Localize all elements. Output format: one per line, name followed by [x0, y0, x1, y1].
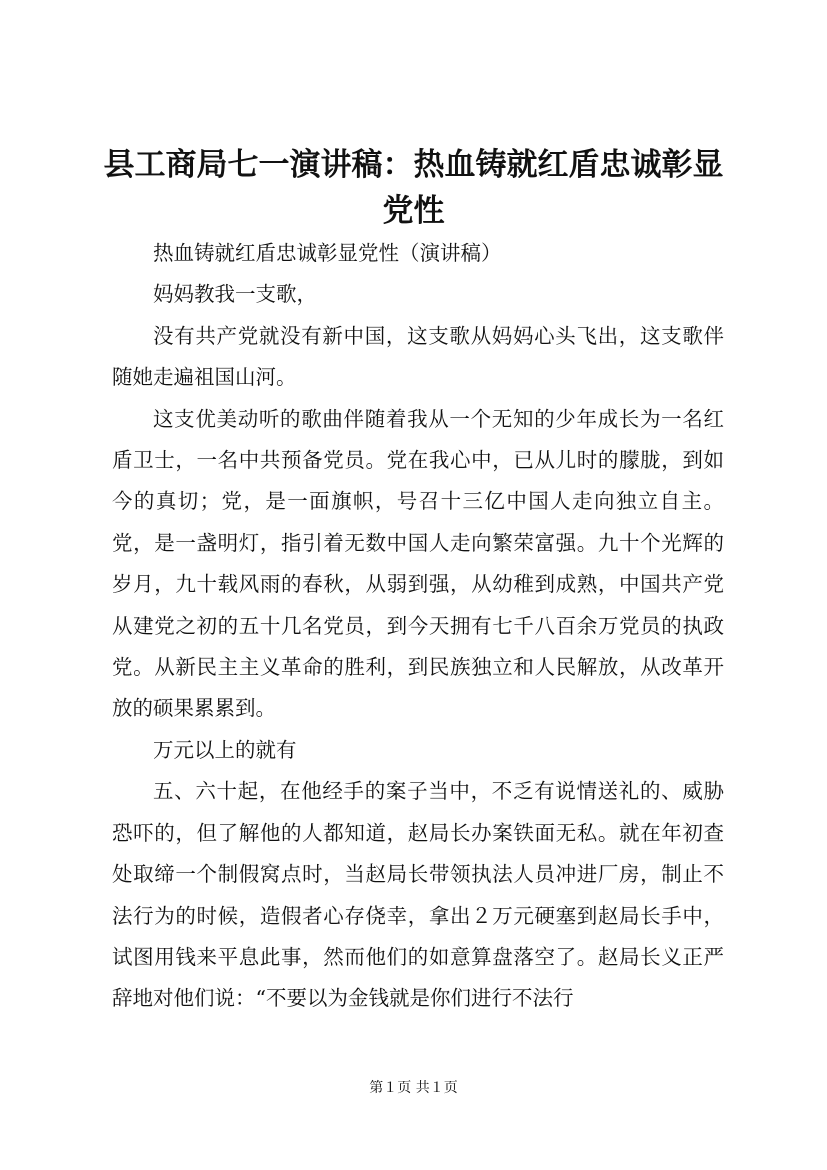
- document-body: [112, 233, 724, 1020]
- paragraph: 热血铸就红盾忠诚彰显党性（演讲稿）: [153, 241, 502, 265]
- paragraph: 妈妈教我一支歌，: [153, 282, 317, 307]
- page-footer: 第１页 共１页: [369, 1080, 458, 1096]
- paragraph: 没有共产党就没有新中国，这支歌从妈妈心头飞出，这支歌伴随她走遍祖国山河。: [112, 323, 724, 390]
- paragraph: 万元以上的就有: [153, 737, 297, 762]
- title-line-2: 党性: [382, 193, 445, 229]
- document-title: [90, 142, 737, 234]
- paragraph: 五、六十起，在他经手的案子当中，不乏有说情送礼的、威胁恐吓的，但了解他的人都知道，赵局长办案铁面无私。就在年初查处取缔一个制假窝点时，当赵局长带领执法人员冲进厂房，制止不法行为的时候，造假者心存侥幸，拿出２万元硬塞到赵局长手中，试图用钱来平息此事，然而他们的如意算盘落空了。赵局长义正严辞地对他们说：“不要以为金钱就是你们进行不法行: [112, 779, 724, 1011]
- paragraph: 这支优美动听的歌曲伴随着我从一个无知的少年成长为一名红盾卫士，一名中共预备党员。党在我心中，已从儿时的朦胧，到如今的真切；党，是一面旗帜，号召十三亿中国人走向独立自主。党，是一盏明灯，指引着无数中国人走向繁荣富强。九十个光辉的岁月，九十载风雨的春秋，从弱到强，从幼稚到成熟，中国共产党从建党之初的五十几名党员，到今天拥有七千八百余万党员的执政党。从新民主主义革命的胜利，到民族独立和人民解放，从改革开放的硕果累累到。: [112, 406, 724, 721]
- title-line-1: 县工商局七一演讲稿：热血铸就红盾忠诚彰显: [103, 147, 724, 183]
